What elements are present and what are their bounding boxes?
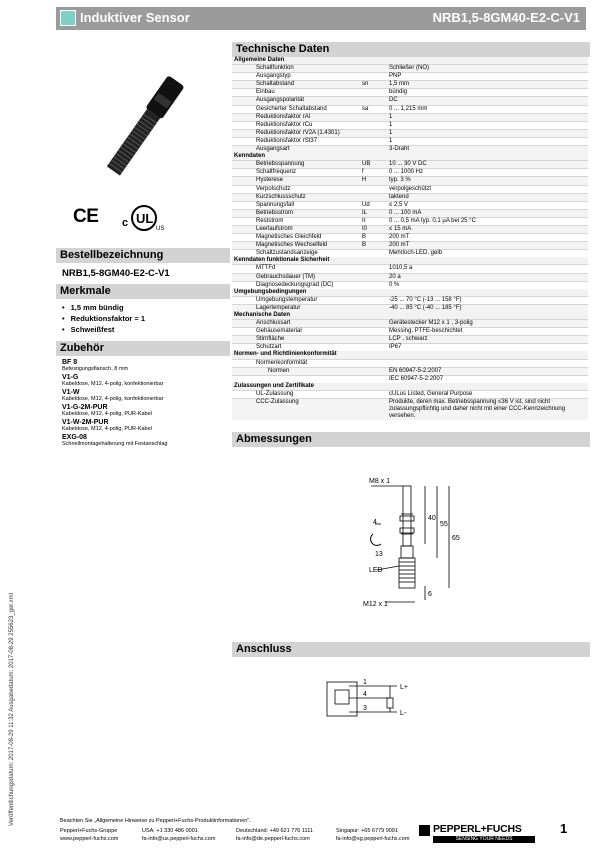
tech-section-title: Normen- und Richtlinienkonformität (232, 351, 588, 359)
tech-param: Betriebsspannung (254, 161, 360, 169)
tech-param: Gebrauchsdauer (TM) (254, 273, 360, 281)
tech-indent (232, 304, 254, 312)
tech-row (232, 105, 588, 113)
tech-symbol (360, 193, 387, 201)
tech-indent (232, 105, 254, 113)
abmessungen-heading: Abmessungen (232, 432, 590, 447)
header-title: Induktiver Sensor (80, 10, 190, 25)
accessory-desc: Kabeldose, M12, 4-polig, PUR-Kabel (62, 411, 152, 417)
tech-param: Verpolschutz (254, 185, 360, 193)
footer-sg-mail[interactable]: fa-info@sg.pepperl-fuchs.com (336, 836, 410, 842)
tech-param: Normenkonformität (254, 359, 360, 367)
tech-indent (232, 121, 254, 129)
tech-value: verpolgeschützt (387, 185, 588, 193)
tech-param: Kurzschlussschutz (254, 193, 360, 201)
tech-row (232, 97, 588, 105)
footer-usa-mail[interactable]: fa-info@us.pepperl-fuchs.com (142, 836, 216, 842)
brand-logo (419, 823, 535, 845)
tech-indent (232, 81, 254, 89)
tech-value: ≤ 2,5 V (387, 201, 588, 209)
tech-section-title: Kenndaten funktionale Sicherheit (232, 257, 588, 265)
tech-param: Normen (254, 367, 360, 375)
accessory-desc: Kabeldose, M12, 4-polig, konfektionierbar (62, 396, 164, 402)
brand-slogan: SENSING YOUR NEEDS (433, 836, 535, 843)
tech-param: Anschlussart (254, 320, 360, 328)
ce-mark-icon: C E (73, 206, 98, 227)
tech-indent (232, 73, 254, 81)
tech-row (232, 185, 588, 193)
tech-indent (232, 328, 254, 336)
tech-indent (232, 375, 254, 383)
accessory-list (62, 359, 167, 449)
footer-sg: Singapur: +65 6779 9091 (336, 828, 398, 834)
tech-value: 1 (387, 137, 588, 145)
tech-indent (232, 129, 254, 137)
tech-indent (232, 97, 254, 105)
tech-row (232, 351, 588, 359)
feature-item: • 1,5 mm bündig (62, 303, 145, 314)
tech-value: 1 (387, 121, 588, 129)
tech-value: 1 (387, 113, 588, 121)
tech-indent (232, 137, 254, 145)
tech-symbol (360, 265, 387, 273)
tech-symbol: IL (360, 209, 387, 217)
tech-value: -25 ... 70 °C (-13 ... 158 °F) (387, 296, 588, 304)
dim-led: LED (369, 567, 383, 574)
lplus-label: L+ (400, 684, 408, 691)
dim-40: 40 (428, 515, 436, 522)
tech-param: Gesicherter Schaltabstand (254, 105, 360, 113)
tech-param: Umgebungstemperatur (254, 296, 360, 304)
accessory-name: BF 8 (62, 359, 78, 366)
tech-row (232, 296, 588, 304)
tech-section-title: Zulassungen und Zertifikate (232, 383, 588, 391)
tech-row (232, 225, 588, 233)
tech-symbol (360, 73, 387, 81)
lminus-label: L- (400, 710, 407, 717)
tech-symbol (360, 399, 387, 421)
tech-symbol (360, 320, 387, 328)
tech-value: taktend (387, 193, 588, 201)
tech-indent (232, 242, 254, 250)
tech-symbol (360, 328, 387, 336)
side-meta-text: Veröffentlichungsdatum: 2017-08-29 11:32 Ausgabedatum: 2017-08-29 255623_ger.xml (9, 593, 15, 826)
footer-note: Beachten Sie „Allgemeine Hinweise zu Pepperl+Fuchs-Produktinformationen". (60, 818, 251, 824)
tech-value (387, 359, 588, 367)
accessory-name: V1-G (62, 374, 79, 381)
pin-4: 4 (363, 691, 367, 698)
tech-symbol (360, 281, 387, 289)
tech-row (232, 289, 588, 297)
sensor-image (82, 72, 207, 187)
tech-indent (232, 209, 254, 217)
tech-indent (232, 399, 254, 421)
tech-heading: Technische Daten (232, 42, 590, 57)
tech-indent (232, 169, 254, 177)
tech-symbol (360, 273, 387, 281)
tech-symbol (360, 185, 387, 193)
tech-value: ≤ 15 mA (387, 225, 588, 233)
tech-symbol: Ir (360, 217, 387, 225)
pin-1: 1 (363, 679, 367, 686)
tech-param: Ausgangstyp (254, 73, 360, 81)
footer-de-mail[interactable]: fa-info@de.pepperl-fuchs.com (236, 836, 310, 842)
brand-name: PEPPERL+FUCHS (433, 823, 522, 835)
tech-row (232, 209, 588, 217)
tech-value: 0 ... 0,5 mA typ. 0,1 µA bei 25 °C (387, 217, 588, 225)
tech-param: Lagertemperatur (254, 304, 360, 312)
tech-row (232, 328, 588, 336)
tech-data-table (232, 57, 588, 420)
tech-row (232, 250, 588, 258)
tech-symbol (360, 89, 387, 97)
tech-value: DC (387, 97, 588, 105)
tech-symbol: f (360, 169, 387, 177)
tech-row (232, 113, 588, 121)
accessory-item (62, 404, 167, 417)
tech-param (254, 375, 360, 383)
footer-web-link[interactable]: www.pepperl-fuchs.com (60, 836, 119, 842)
tech-indent (232, 225, 254, 233)
dim-13: 13 (375, 551, 383, 558)
dim-65: 65 (452, 535, 460, 542)
tech-param: Schaltabstand (254, 81, 360, 89)
dim-m8: M8 x 1 (369, 478, 391, 485)
tech-param: Einbau (254, 89, 360, 97)
tech-param: UL-Zulassung (254, 390, 360, 398)
tech-row (232, 399, 588, 421)
accessory-name: EXG-08 (62, 434, 87, 441)
accessory-item (62, 389, 167, 402)
tech-row (232, 57, 588, 65)
tech-row (232, 265, 588, 273)
tech-param: Magnetisches Wechselfeld (254, 242, 360, 250)
tech-row (232, 177, 588, 185)
tech-param: Reduktionsfaktor rCu (254, 121, 360, 129)
accessory-desc: Kabeldose, M12, 4-polig, konfektionierbar (62, 381, 164, 387)
tech-param: Reststrom (254, 217, 360, 225)
tech-symbol (360, 375, 387, 383)
tech-param: Gehäusematerial (254, 328, 360, 336)
tech-value: IEC 60947-5-2:2007 (387, 375, 588, 383)
tech-value: LCP , schwarz (387, 336, 588, 344)
tech-indent (232, 250, 254, 258)
tech-row (232, 257, 588, 265)
dim-6: 6 (428, 591, 432, 598)
anschluss-heading: Anschluss (232, 642, 590, 657)
tech-symbol (360, 304, 387, 312)
tech-indent (232, 390, 254, 398)
tech-row (232, 161, 588, 169)
tech-param: Schaltzustandsanzeige (254, 250, 360, 258)
tech-param: Reduktionsfaktor rSt37 (254, 137, 360, 145)
tech-param: Schutzart (254, 344, 360, 352)
tech-row (232, 304, 588, 312)
tech-row (232, 146, 588, 154)
accessory-name: V1-W-2M-PUR (62, 419, 109, 426)
tech-indent (232, 367, 254, 375)
tech-row (232, 169, 588, 177)
tech-param: Magnetisches Gleichfeld (254, 234, 360, 242)
feature-item: • Reduktionsfaktor = 1 (62, 314, 145, 325)
accessory-desc: Befestigungsflansch, 8 mm (62, 366, 129, 372)
brand-logo-icon (419, 825, 430, 836)
tech-symbol (360, 113, 387, 121)
wiring-diagram (325, 676, 425, 736)
tech-value: typ. 3 % (387, 177, 588, 185)
tech-row (232, 390, 588, 398)
accessory-name: V1-W (62, 389, 80, 396)
tech-value: 1,5 mm (387, 81, 588, 89)
side-meta (6, 565, 18, 835)
tech-row (232, 367, 588, 375)
tech-param: Spannungsfall (254, 201, 360, 209)
dim-m12: M12 x 1 (363, 601, 388, 608)
tech-section-title: Mechanische Daten (232, 312, 588, 320)
svg-text:UL: UL (136, 211, 154, 226)
tech-row (232, 129, 588, 137)
tech-indent (232, 273, 254, 281)
tech-param: Ausgangspolarität (254, 97, 360, 105)
tech-symbol (360, 137, 387, 145)
tech-symbol (360, 129, 387, 137)
tech-symbol: B (360, 242, 387, 250)
tech-symbol (360, 65, 387, 73)
tech-param: CCC-Zulassung (254, 399, 360, 421)
tech-row (232, 281, 588, 289)
accessory-item (62, 419, 167, 432)
feature-list (62, 303, 145, 336)
tech-indent (232, 281, 254, 289)
tech-value: 0 ... 1000 Hz (387, 169, 588, 177)
tech-param: MTTFd (254, 265, 360, 273)
tech-row (232, 217, 588, 225)
tech-symbol: I0 (360, 225, 387, 233)
tech-row (232, 359, 588, 367)
tech-param: Reduktionsfaktor rV2A (1.4301) (254, 129, 360, 137)
tech-row (232, 193, 588, 201)
tech-indent (232, 185, 254, 193)
footer-de: Deutschland: +49 621 776 1111 (236, 828, 313, 834)
tech-row (232, 312, 588, 320)
tech-symbol: UB (360, 161, 387, 169)
tech-value: 20 a (387, 273, 588, 281)
tech-row (232, 273, 588, 281)
zubehor-heading: Zubehör (56, 341, 230, 356)
tech-indent (232, 146, 254, 154)
tech-symbol (360, 97, 387, 105)
tech-symbol (360, 146, 387, 154)
tech-value: Gerätestecker M12 x 1 , 3-polig (387, 320, 588, 328)
tech-value: PNP (387, 73, 588, 81)
tech-row (232, 121, 588, 129)
tech-indent (232, 344, 254, 352)
tech-value: 0 ... 1,215 mm (387, 105, 588, 113)
tech-row (232, 81, 588, 89)
tech-indent (232, 336, 254, 344)
tech-value: Messing, PTFE-beschichtet (387, 328, 588, 336)
tech-value: 200 mT (387, 242, 588, 250)
dim-55: 55 (440, 521, 448, 528)
tech-param: Ausgangsart (254, 146, 360, 154)
accessory-item (62, 374, 167, 387)
tech-symbol (360, 121, 387, 129)
tech-param: Reduktionsfaktor rAl (254, 113, 360, 121)
tech-param: Schaltfunktion (254, 65, 360, 73)
tech-symbol (360, 296, 387, 304)
tech-indent (232, 320, 254, 328)
footer-usa: USA: +1 330 486 0001 (142, 828, 198, 834)
order-number: NRB1,5-8GM40-E2-C-V1 (62, 268, 170, 279)
tech-value: 0 % (387, 281, 588, 289)
accessory-desc: Kabeldose, M12, 4-polig, PUR-Kabel (62, 426, 152, 432)
tech-value: 1010,5 a (387, 265, 588, 273)
tech-symbol (360, 344, 387, 352)
accessory-item (62, 434, 167, 447)
tech-row (232, 137, 588, 145)
feature-item: • Schweißfest (62, 325, 145, 336)
merkmale-heading: Merkmale (56, 284, 230, 299)
page-header (56, 7, 586, 30)
tech-value: bündig (387, 89, 588, 97)
tech-symbol (360, 359, 387, 367)
tech-indent (232, 161, 254, 169)
tech-row (232, 65, 588, 73)
tech-value: 200 mT (387, 234, 588, 242)
tech-indent (232, 234, 254, 242)
tech-value: EN 60947-5-2:2007 (387, 367, 588, 375)
tech-symbol: Ud (360, 201, 387, 209)
tech-indent (232, 217, 254, 225)
tech-value: 0 ... 100 mA (387, 209, 588, 217)
tech-value: cULus Listed, General Purpose (387, 390, 588, 398)
tech-symbol (360, 367, 387, 375)
tech-symbol: B (360, 234, 387, 242)
tech-symbol: sa (360, 105, 387, 113)
tech-indent (232, 359, 254, 367)
svg-text:US: US (156, 226, 165, 232)
tech-row (232, 73, 588, 81)
tech-section-title: Umgebungsbedingungen (232, 289, 588, 297)
tech-indent (232, 65, 254, 73)
dim-4: 4 (373, 519, 377, 526)
tech-indent (232, 177, 254, 185)
tech-indent (232, 193, 254, 201)
tech-row (232, 153, 588, 161)
accessory-name: V1-G-2M-PUR (62, 404, 108, 411)
tech-symbol (360, 390, 387, 398)
tech-row (232, 89, 588, 97)
tech-value: 10 ... 30 V DC (387, 161, 588, 169)
tech-value: 1 (387, 129, 588, 137)
tech-indent (232, 201, 254, 209)
accessory-desc: Schnellmontagehalterung mit Festanschlag (62, 441, 168, 447)
tech-value: -40 ... 85 °C (-40 ... 185 °F) (387, 304, 588, 312)
tech-indent (232, 113, 254, 121)
tech-row (232, 234, 588, 242)
tech-value: Produkte, deren max. Betriebsspannung ≤36 V ist, sind nicht zulassungspflichtig und daher nicht mit einer CCC-Kennzeichnung versehen. (387, 399, 588, 421)
tech-row (232, 344, 588, 352)
tech-indent (232, 89, 254, 97)
header-product-code: NRB1,5-8GM40-E2-C-V1 (432, 10, 580, 25)
tech-row (232, 201, 588, 209)
tech-indent (232, 296, 254, 304)
tech-section-title: Allgemeine Daten (232, 57, 588, 65)
tech-value: IP67 (387, 344, 588, 352)
tech-param: Stirnfläche (254, 336, 360, 344)
footer-group: Pepperl+Fuchs-Gruppe (60, 828, 118, 834)
tech-symbol: sn (360, 81, 387, 89)
tech-row (232, 320, 588, 328)
tech-indent (232, 265, 254, 273)
tech-param: Diagnosedeckungsgrad (DC) (254, 281, 360, 289)
tech-value: 3-Draht (387, 146, 588, 154)
header-square-icon (60, 10, 76, 26)
tech-row (232, 242, 588, 250)
tech-row (232, 336, 588, 344)
tech-row (232, 383, 588, 391)
tech-symbol (360, 250, 387, 258)
bestell-heading: Bestellbezeichnung (56, 248, 230, 263)
tech-section-title: Kenndaten (232, 153, 588, 161)
tech-row (232, 375, 588, 383)
tech-param: Hysterese (254, 177, 360, 185)
tech-value: Mehrloch-LED, gelb (387, 250, 588, 258)
svg-text:c: c (122, 217, 129, 229)
page-number: 1 (560, 821, 568, 836)
tech-value: Schließer (NO) (387, 65, 588, 73)
pin-3: 3 (363, 705, 367, 712)
cul-mark-icon (122, 200, 165, 234)
tech-param: Betriebsstrom (254, 209, 360, 217)
tech-symbol: H (360, 177, 387, 185)
dimension-drawing (345, 474, 475, 609)
accessory-item (62, 359, 167, 372)
tech-param: Leerlaufstrom (254, 225, 360, 233)
tech-param: Schaltfrequenz (254, 169, 360, 177)
tech-symbol (360, 336, 387, 344)
